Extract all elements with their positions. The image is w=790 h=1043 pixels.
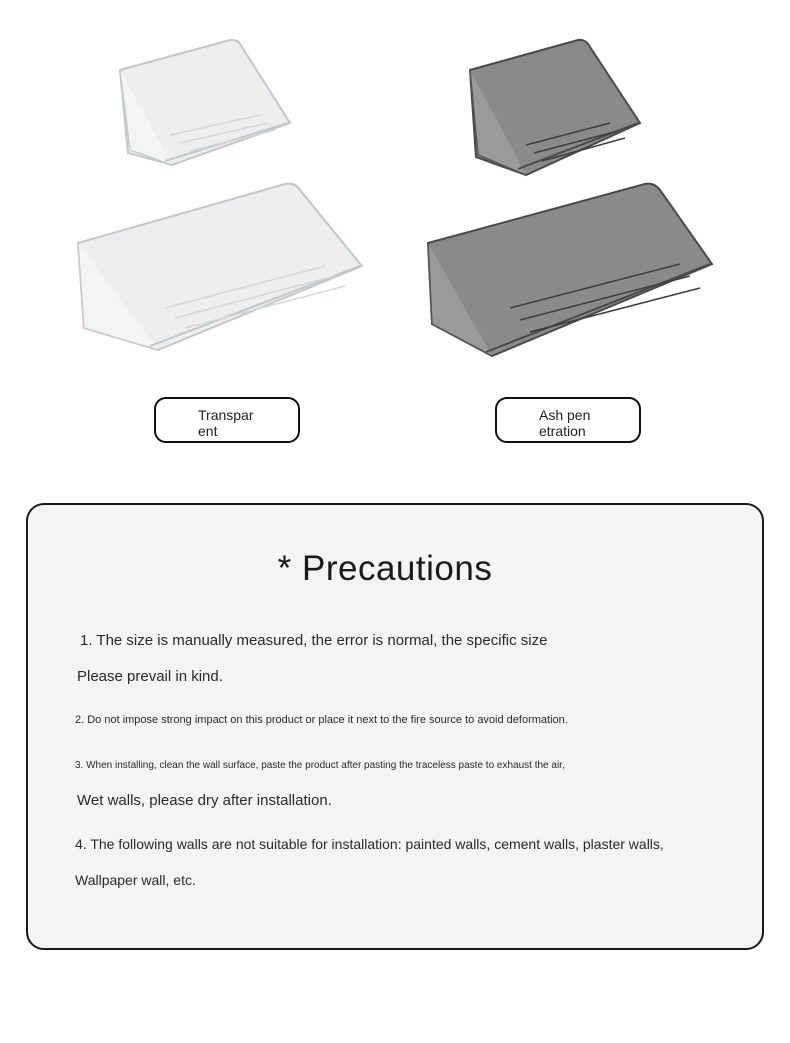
- precautions-title: * Precautions: [277, 549, 493, 588]
- transparent-small-rack-image: [110, 35, 300, 185]
- transparent-label-line2: ent: [198, 423, 218, 439]
- precaution-line-4: 3. When installing, clean the wall surface, paste the product after pasting the traceless paste to exhaust the air,: [75, 760, 565, 771]
- ash-small-rack-image: [460, 35, 650, 185]
- transparent-large-rack-image: [70, 178, 370, 358]
- precaution-line-6: 4. The following walls are not suitable for installation: painted walls, cement walls, plaster walls,: [75, 836, 664, 852]
- ash-label-line1: Ash pen: [539, 407, 591, 423]
- precaution-line-2: Please prevail in kind.: [77, 668, 223, 685]
- ash-label-line2: etration: [539, 423, 586, 439]
- ash-color-label: [495, 397, 641, 443]
- precaution-line-3: 2. Do not impose strong impact on this product or place it next to the fire source to avoid deformation.: [75, 714, 568, 726]
- transparent-label-line1: Transpar: [198, 407, 254, 423]
- precaution-line-7: Wallpaper wall, etc.: [75, 872, 196, 888]
- precaution-line-5: Wet walls, please dry after installation.: [77, 792, 332, 809]
- precaution-line-1: 1. The size is manually measured, the error is normal, the specific size: [80, 632, 548, 649]
- transparent-color-label: [154, 397, 300, 443]
- ash-large-rack-image: [420, 178, 720, 363]
- precautions-panel: [26, 503, 764, 950]
